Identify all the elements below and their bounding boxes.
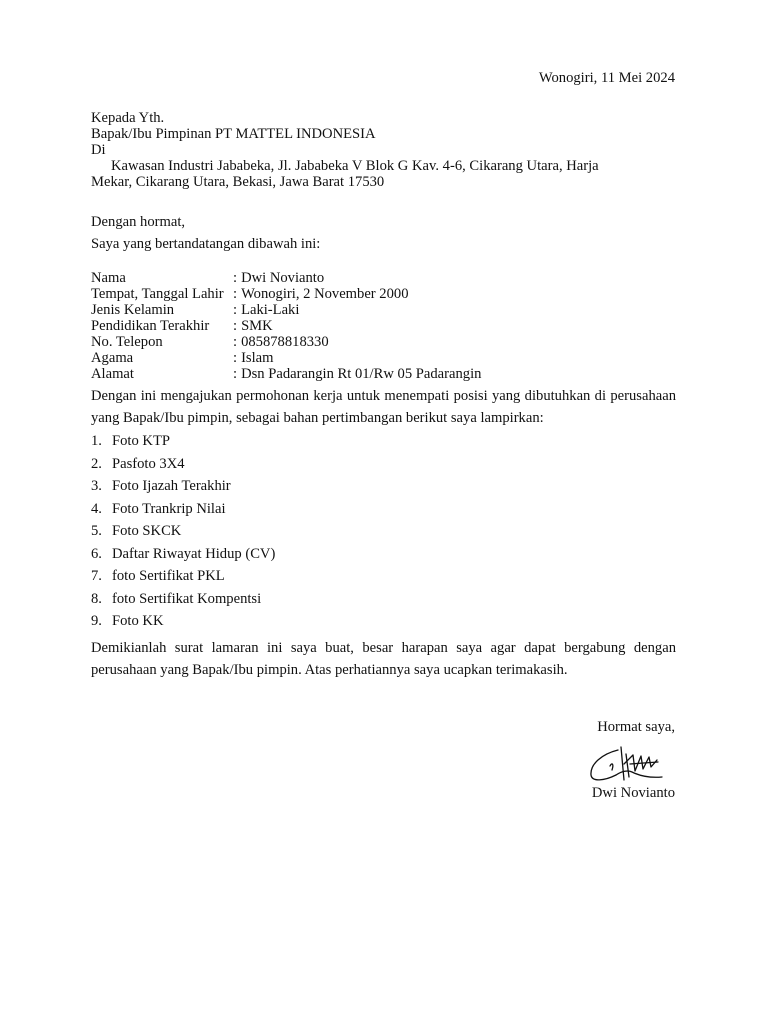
detail-row (91, 302, 481, 318)
attachment-item (91, 588, 275, 611)
recipient-name: Bapak/Ibu Pimpinan PT MATTEL INDONESIA (91, 126, 376, 142)
recipient-address-line1: Kawasan Industri Jababeka, Jl. Jababeka V Blok G Kav. 4-6, Cikarang Utara, Harja (111, 158, 599, 174)
detail-value: Laki-Laki (241, 302, 300, 318)
detail-value: Wonogiri, 2 November 2000 (241, 286, 409, 302)
detail-label: Agama (91, 350, 134, 366)
detail-row (91, 318, 481, 334)
detail-separator: : (233, 318, 238, 334)
attachment-item (91, 475, 275, 498)
detail-separator: : (233, 334, 238, 350)
detail-value: SMK (241, 318, 273, 334)
detail-label: Jenis Kelamin (91, 302, 175, 318)
detail-label: Tempat, Tanggal Lahir (91, 286, 224, 302)
attachment-text: Daftar Riwayat Hidup (CV) (112, 545, 276, 562)
detail-label: Alamat (91, 366, 134, 382)
detail-row (91, 334, 481, 350)
detail-label: Nama (91, 270, 126, 286)
detail-row (91, 286, 481, 302)
intro-line: Saya yang bertandatangan dibawah ini: (91, 236, 321, 252)
attachment-list (91, 430, 275, 633)
attachment-number: 1. (91, 433, 102, 449)
attachment-number: 8. (91, 590, 102, 607)
recipient-di: Di (91, 142, 106, 158)
greeting: Dengan hormat, (91, 214, 186, 230)
attachment-text: Foto SKCK (112, 523, 182, 539)
attachment-item (91, 610, 275, 633)
recipient-salutation: Kepada Yth. (91, 110, 165, 126)
attachment-text: Foto KTP (112, 433, 170, 449)
detail-separator: : (233, 350, 238, 366)
attachment-number: 3. (91, 478, 102, 494)
detail-row (91, 366, 481, 382)
recipient-block (91, 110, 599, 190)
body-paragraph: Dengan ini mengajukan permohonan kerja untuk menempati posisi yang dibutuhkan di perusahaan yang Bapak/Ibu pimpin, sebagai bahan pertimbangan berikut saya lampirkan: (91, 388, 676, 426)
attachment-number: 9. (91, 613, 102, 629)
attachment-number: 2. (91, 455, 102, 472)
signature-icon (588, 744, 664, 784)
attachment-text: foto Sertifikat Kompentsi (112, 590, 262, 607)
attachment-item (91, 520, 275, 543)
detail-separator: : (233, 286, 238, 302)
closing-paragraph: Demikianlah surat lamaran ini saya buat, besar harapan saya agar dapat bergabung dengan perusahaan yang Bapak/Ibu pimpin. Atas perhatiannya saya ucapkan terimakasih. (91, 640, 676, 678)
attachment-number: 7. (91, 568, 102, 584)
detail-value: Dsn Padarangin Rt 01/Rw 05 Padarangin (241, 366, 482, 382)
applicant-details (91, 270, 481, 382)
attachment-item (91, 453, 275, 476)
detail-separator: : (233, 270, 238, 286)
detail-separator: : (233, 366, 238, 382)
attachment-text: Foto KK (112, 613, 164, 629)
detail-value: Dwi Novianto (241, 270, 325, 286)
detail-separator: : (233, 302, 238, 318)
detail-value: 085878818330 (241, 334, 329, 350)
attachment-number: 6. (91, 545, 102, 562)
attachment-item (91, 543, 275, 566)
attachment-number: 5. (91, 523, 102, 539)
signer-name: Dwi Novianto (591, 785, 675, 801)
attachment-item (91, 430, 275, 453)
attachment-number: 4. (91, 500, 102, 517)
detail-row (91, 270, 481, 286)
detail-row (91, 350, 481, 366)
detail-value: Islam (241, 350, 274, 366)
recipient-address-line2: Mekar, Cikarang Utara, Bekasi, Jawa Barat 17530 (91, 174, 385, 190)
attachment-item (91, 565, 275, 588)
attachment-text: Foto Ijazah Terakhir (112, 478, 231, 494)
attachment-item (91, 498, 275, 521)
closing-phrase: Hormat saya, (597, 719, 675, 735)
attachment-text: Foto Trankrip Nilai (112, 500, 226, 517)
attachment-text: Pasfoto 3X4 (112, 455, 185, 472)
place-date: Wonogiri, 11 Mei 2024 (538, 70, 675, 86)
detail-label: Pendidikan Terakhir (91, 318, 210, 334)
detail-label: No. Telepon (91, 334, 163, 350)
attachment-text: foto Sertifikat PKL (112, 568, 225, 584)
